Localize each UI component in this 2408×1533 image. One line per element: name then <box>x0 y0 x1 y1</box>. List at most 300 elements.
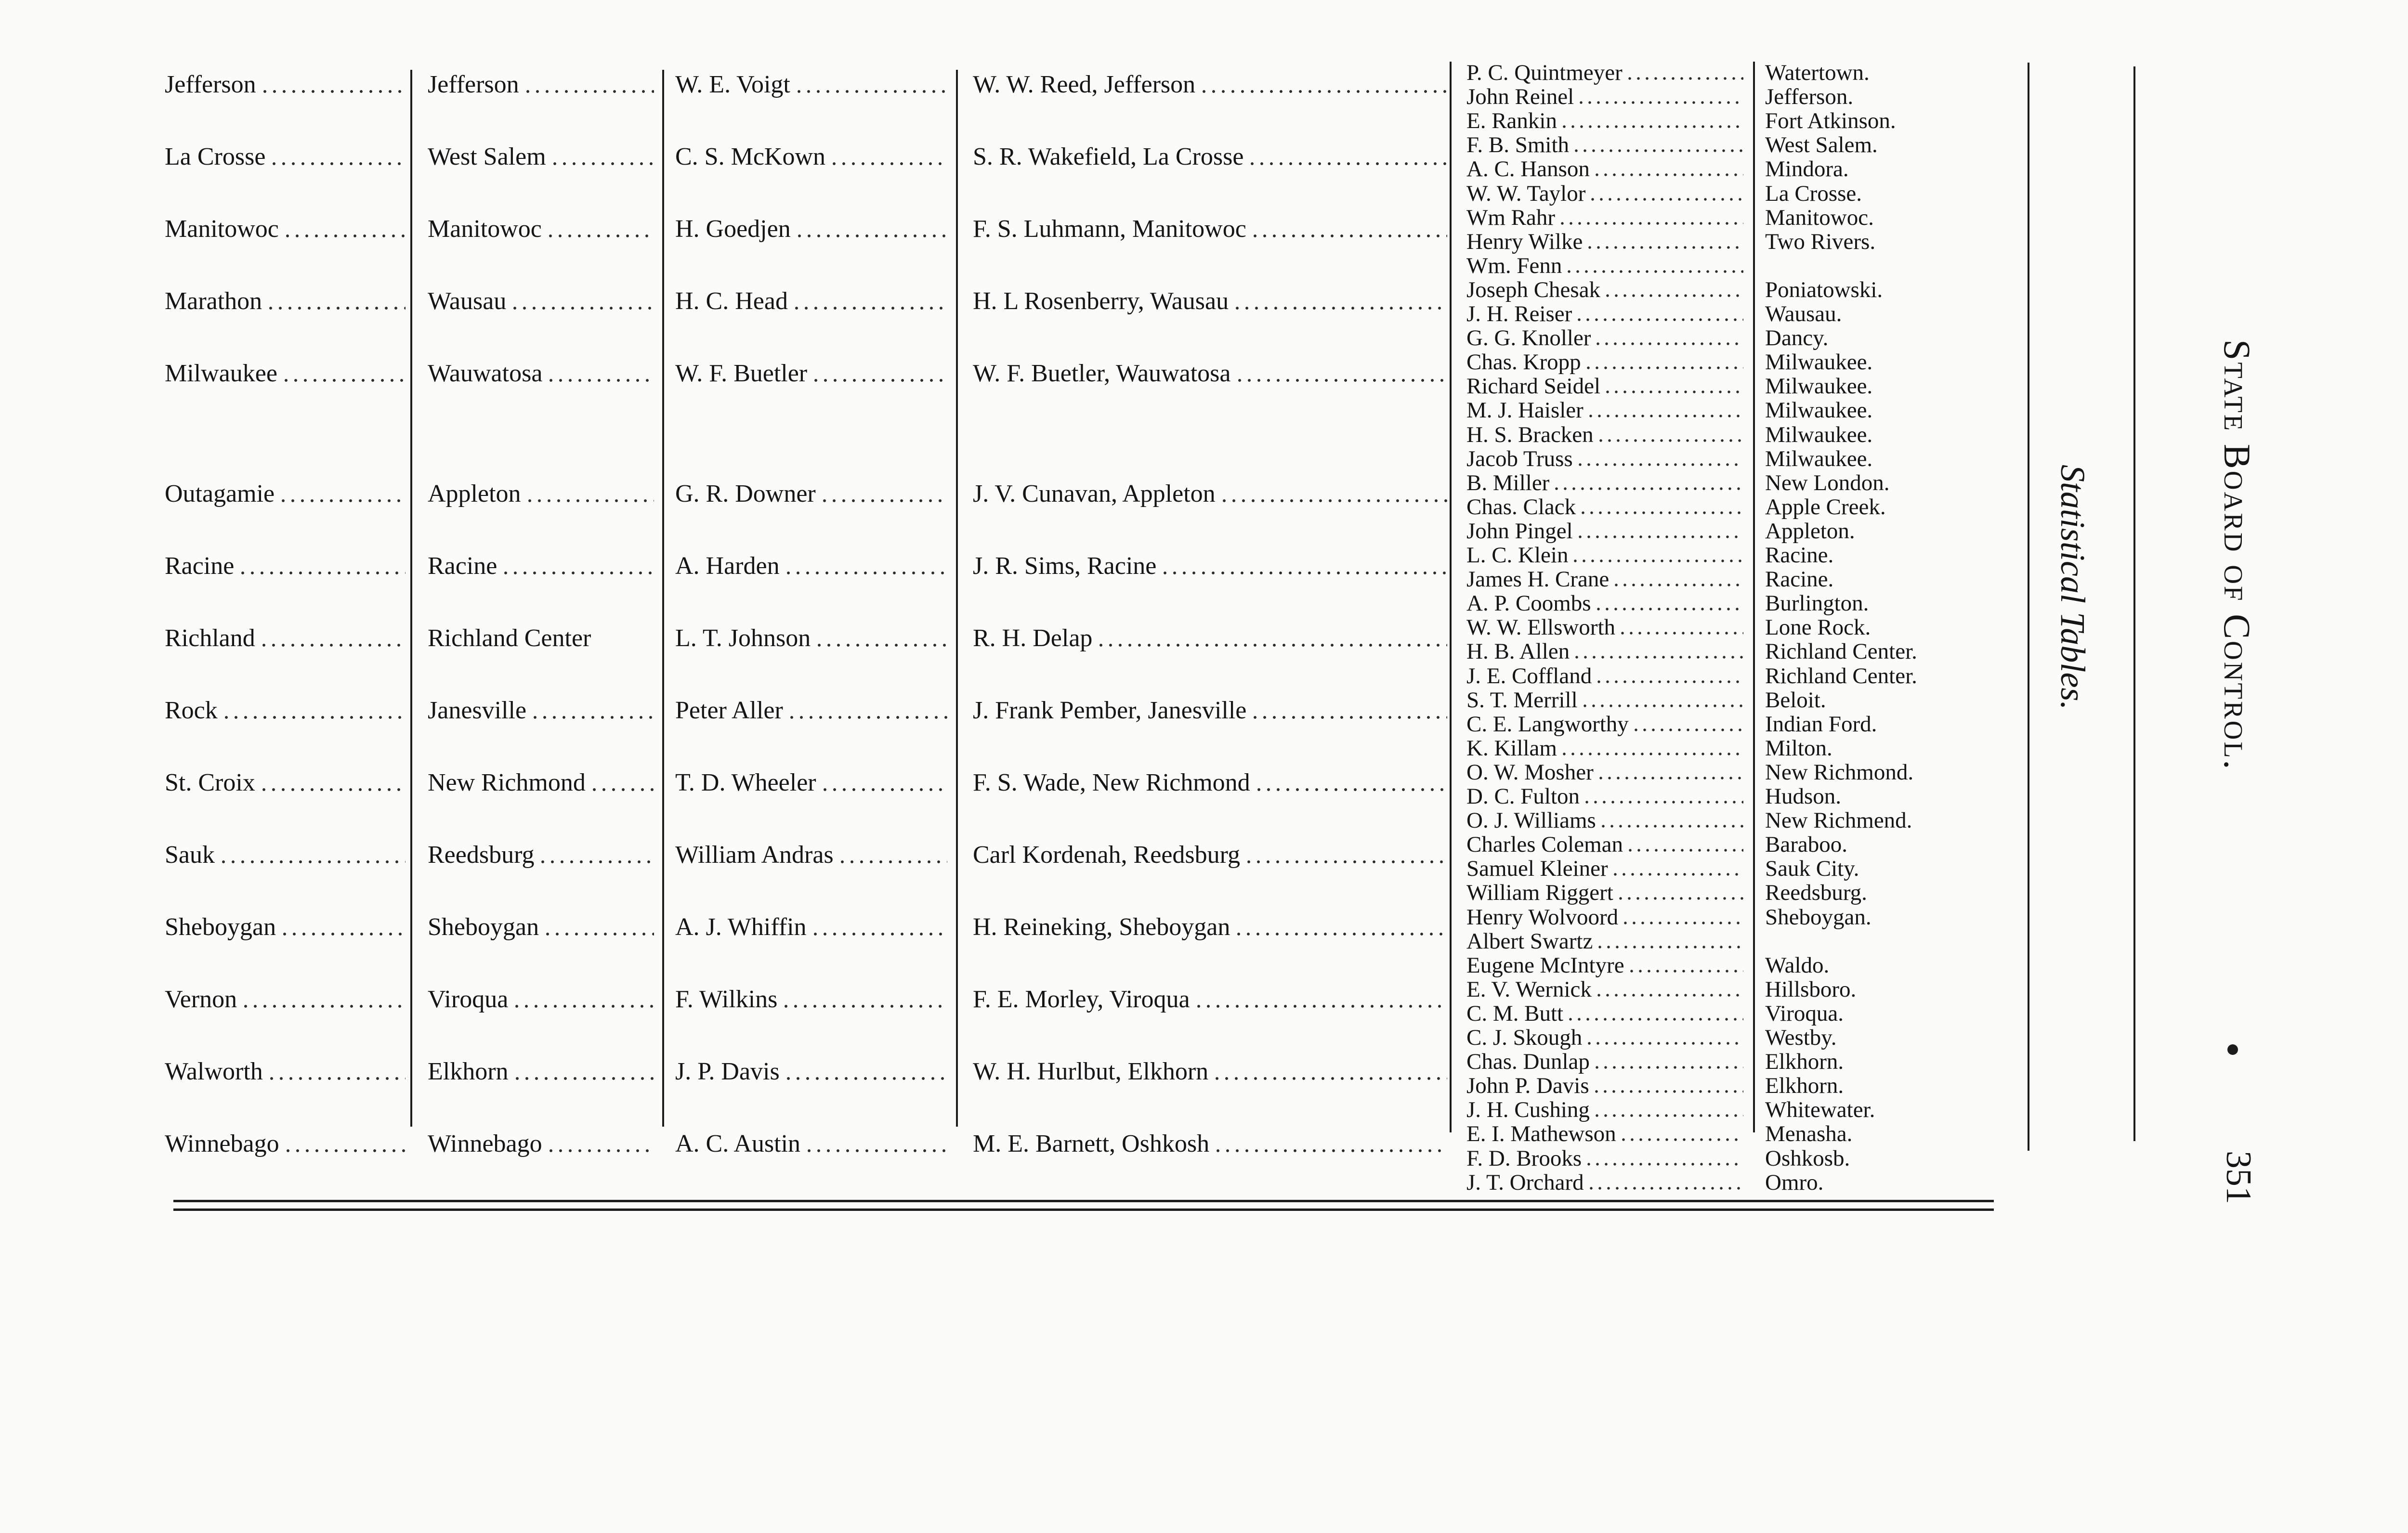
person-name-text: John Pingel <box>1466 519 1573 543</box>
place-name <box>1765 953 2015 977</box>
place-name-text: Burlington. <box>1765 591 1869 616</box>
dot-leader <box>219 841 406 870</box>
cell-col3-text: A. C. Austin <box>675 1130 801 1157</box>
person-name-text: L. C. Klein <box>1466 543 1569 567</box>
cell-col4-text: Carl Kordenah, Reedsburg <box>973 841 1241 869</box>
person-name <box>1466 85 1743 109</box>
person-name <box>1466 133 1743 157</box>
person-name-text: John Reinel <box>1466 85 1574 109</box>
column-rule <box>956 70 958 1127</box>
dot-leader <box>280 913 406 942</box>
dot-leader <box>1595 664 1743 688</box>
person-name-text: Henry Wilke <box>1466 229 1583 254</box>
cell-city <box>428 1130 654 1158</box>
place-name <box>1765 688 2015 712</box>
dot-leader <box>1566 1001 1743 1026</box>
place-name <box>1765 350 2015 374</box>
place-name <box>1765 881 2015 905</box>
place-name <box>1765 1026 2015 1050</box>
place-name <box>1765 1098 2015 1122</box>
place-name <box>1765 857 2015 881</box>
person-name <box>1466 278 1743 302</box>
person-name-text: E. Rankin <box>1466 109 1557 133</box>
place-name <box>1765 85 2015 109</box>
cell-county <box>165 985 406 1014</box>
place-name <box>1765 543 2015 567</box>
place-name <box>1765 182 2015 206</box>
dot-leader <box>1593 1098 1743 1122</box>
place-name-text: Milwaukee. <box>1765 446 1873 471</box>
person-name-text: Chas. Kropp <box>1466 350 1581 375</box>
dot-leader <box>543 913 654 942</box>
place-name-text: Apple Creek. <box>1765 494 1886 519</box>
dot-leader <box>838 841 947 870</box>
dot-leader <box>811 359 947 388</box>
person-name <box>1466 1001 1743 1026</box>
dot-leader <box>238 552 406 581</box>
person-name <box>1466 929 1743 953</box>
place-name-text: Beloit. <box>1765 688 1826 712</box>
place-name <box>1765 374 2015 398</box>
person-name <box>1466 664 1743 688</box>
place-name <box>1765 784 2015 808</box>
dot-leader <box>1584 350 1743 374</box>
cell-county-text: Richland <box>165 624 255 652</box>
place-name-text: Oshkosb. <box>1765 1146 1850 1170</box>
dot-leader <box>525 480 654 508</box>
place-name <box>1765 1170 2015 1195</box>
running-title <box>2215 339 2259 771</box>
person-name-text: M. J. Haisler <box>1466 398 1584 423</box>
person-name <box>1466 61 1743 85</box>
dot-leader <box>1584 1146 1743 1170</box>
person-name-text: Wm Rahr <box>1466 205 1556 230</box>
place-name <box>1765 157 2015 181</box>
cell-col3 <box>675 552 947 581</box>
place-name-text: Sauk City. <box>1765 857 1859 881</box>
place-name <box>1765 736 2015 760</box>
cell-col3 <box>675 287 947 316</box>
cell-county-text: Sauk <box>165 841 215 869</box>
person-name <box>1466 615 1743 639</box>
cell-col4-text: H. Reineking, Sheboygan <box>973 913 1230 941</box>
cell-county-text: Milwaukee <box>165 360 277 387</box>
cell-col4 <box>973 841 1447 870</box>
person-name <box>1466 881 1743 905</box>
cell-county <box>165 215 406 244</box>
cell-county <box>165 287 406 316</box>
place-name <box>1765 398 2015 422</box>
person-name-text: K. Killam <box>1466 736 1557 760</box>
dot-leader <box>811 913 947 942</box>
dot-leader <box>283 1130 406 1158</box>
place-name-text: New London. <box>1765 470 1890 495</box>
person-name <box>1466 109 1743 133</box>
dot-leader <box>1572 133 1743 157</box>
cell-city-text: Manitowoc <box>428 215 542 243</box>
place-name-text: Baraboo. <box>1765 832 1847 857</box>
dot-leader <box>820 768 947 797</box>
dot-leader <box>1585 230 1743 254</box>
cell-col3-text: L. T. Johnson <box>675 624 811 652</box>
place-name <box>1765 615 2015 639</box>
place-name-text: Viroqua. <box>1765 1001 1844 1026</box>
dot-leader <box>1558 206 1743 230</box>
place-name <box>1765 929 2015 953</box>
person-name <box>1466 639 1743 663</box>
person-name <box>1466 760 1743 784</box>
cell-col3 <box>675 696 947 725</box>
person-name-text: A. P. Coombs <box>1466 591 1591 616</box>
dot-leader <box>1199 70 1447 99</box>
cell-col3-text: Peter Aller <box>675 697 783 724</box>
dot-leader <box>1597 423 1743 447</box>
person-name <box>1466 447 1743 471</box>
cell-col3-text: W. F. Buetler <box>675 360 808 387</box>
person-name-text: J. H. Reiser <box>1466 302 1572 326</box>
page-title: State Board of Control. <box>2216 339 2258 771</box>
dot-leader <box>784 552 947 581</box>
cell-city <box>428 696 654 725</box>
person-name <box>1466 567 1743 591</box>
place-name-text: Elkhorn. <box>1765 1050 1844 1074</box>
place-name-text: Richland Center. <box>1765 639 1917 664</box>
cell-city <box>428 215 654 244</box>
place-name-text: Watertown. <box>1765 61 1870 85</box>
person-name <box>1466 543 1743 567</box>
cell-city <box>428 1057 654 1086</box>
place-name <box>1765 495 2015 519</box>
running-subtitle <box>2053 465 2093 710</box>
dot-leader <box>1560 109 1743 133</box>
place-name <box>1765 977 2015 1001</box>
cell-city <box>428 143 654 171</box>
cell-col4-text: J. R. Sims, Racine <box>973 552 1157 580</box>
dot-leader <box>794 70 947 99</box>
place-name-text: Waldo. <box>1765 953 1830 977</box>
place-name-text: Westby. <box>1765 1026 1837 1050</box>
cell-col3-text: F. Wilkins <box>675 986 778 1013</box>
cell-city-text: Viroqua <box>428 986 509 1013</box>
cell-col3-text: W. E. Voigt <box>675 71 790 98</box>
dot-leader <box>1254 768 1447 797</box>
place-name <box>1765 1074 2015 1098</box>
dot-leader <box>260 70 406 99</box>
place-name <box>1765 133 2015 157</box>
dot-leader <box>1565 254 1743 278</box>
dot-leader <box>1625 61 1743 85</box>
dot-leader <box>814 624 947 653</box>
dot-leader <box>1250 696 1447 725</box>
place-name-text: Menasha. <box>1765 1122 1853 1146</box>
person-name <box>1466 423 1743 447</box>
cell-city-text: Racine <box>428 552 497 580</box>
person-name-text: Albert Swartz <box>1466 929 1593 953</box>
place-name-text: Lone Rock. <box>1765 615 1871 640</box>
dot-leader <box>269 143 406 171</box>
place-name <box>1765 230 2015 254</box>
dot-leader <box>1626 832 1743 857</box>
cell-county <box>165 841 406 870</box>
place-name-text: Dancy. <box>1765 326 1829 351</box>
place-name <box>1765 278 2015 302</box>
place-name-text: Whitewater. <box>1765 1098 1875 1122</box>
place-name <box>1765 326 2015 350</box>
dot-leader <box>512 985 654 1014</box>
person-name <box>1466 1122 1743 1146</box>
page-number: 351 <box>2219 1151 2258 1204</box>
cell-col4 <box>973 480 1447 508</box>
person-name-text: Henry Wolvoord <box>1466 905 1619 929</box>
dot-leader <box>1096 624 1447 653</box>
cell-county <box>165 143 406 171</box>
cell-col4-text: F. E. Morley, Viroqua <box>973 986 1190 1013</box>
cell-county-text: La Crosse <box>165 143 266 170</box>
person-name <box>1466 302 1743 326</box>
cell-col4-text: J. Frank Pember, Janesville <box>973 697 1247 724</box>
cell-city <box>428 768 654 797</box>
person-name <box>1466 832 1743 857</box>
cell-col3-text: A. Harden <box>675 552 780 580</box>
place-name-text: Milton. <box>1765 736 1832 760</box>
cell-city <box>428 624 654 653</box>
person-name-text: G. G. Knoller <box>1466 326 1591 351</box>
person-name-text: E. I. Mathewson <box>1466 1122 1616 1146</box>
cell-city-text: Appleton <box>428 480 521 507</box>
cell-col4-text: J. V. Cunavan, Appleton <box>973 480 1216 507</box>
dot-leader <box>1575 302 1743 326</box>
dot-leader <box>1599 808 1743 832</box>
person-name-text: Richard Seidel <box>1466 374 1601 399</box>
dot-leader <box>1603 278 1743 302</box>
person-name <box>1466 1026 1743 1050</box>
cell-col3-text: William Andras <box>675 841 834 869</box>
dot-leader <box>1611 857 1743 881</box>
dot-leader <box>1592 1074 1743 1098</box>
cell-county <box>165 768 406 797</box>
cell-col3 <box>675 1057 947 1086</box>
person-name-text: E. V. Wernick <box>1466 977 1592 1001</box>
column-rule <box>1753 62 1755 1132</box>
place-name <box>1765 423 2015 447</box>
dot-leader <box>1576 519 1743 543</box>
person-name-text: O. W. Mosher <box>1466 760 1594 784</box>
cell-city <box>428 287 654 316</box>
cell-city <box>428 480 654 508</box>
place-name <box>1765 808 2015 832</box>
person-name <box>1466 712 1743 736</box>
place-name <box>1765 302 2015 326</box>
cell-col3 <box>675 359 947 388</box>
cell-county <box>165 552 406 581</box>
dot-leader <box>1583 784 1743 808</box>
dot-leader <box>1594 326 1743 350</box>
cell-county-text: Rock <box>165 697 218 724</box>
dot-leader <box>1234 913 1447 942</box>
place-name-text: Richland Center. <box>1765 663 1917 688</box>
place-name <box>1765 447 2015 471</box>
cell-col3 <box>675 768 947 797</box>
dot-leader <box>1581 688 1743 712</box>
cell-col3-text: G. R. Downer <box>675 480 816 507</box>
place-name-text: Manitowoc. <box>1765 205 1874 230</box>
place-name <box>1765 109 2015 133</box>
cell-col3 <box>675 215 947 244</box>
person-name-text: Chas. Dunlap <box>1466 1050 1590 1074</box>
column-rule <box>1450 62 1452 1132</box>
person-name <box>1466 808 1743 832</box>
place-name-text: Racine. <box>1765 567 1834 592</box>
page-number-box <box>2218 1151 2259 1204</box>
cell-col4-text: R. H. Delap <box>973 624 1093 652</box>
person-name-text: William Riggert <box>1466 881 1613 905</box>
person-name <box>1466 1098 1743 1122</box>
person-name-text: W. W. Taylor <box>1466 181 1586 206</box>
cell-col4-text: W. F. Buetler, Wauwatosa <box>973 360 1231 387</box>
dot-leader <box>259 768 406 797</box>
dot-leader <box>1593 1050 1743 1074</box>
person-name-text: C. E. Langworthy <box>1466 712 1629 736</box>
cell-col4 <box>973 624 1447 653</box>
dot-leader <box>1194 985 1447 1014</box>
dot-leader <box>1585 1026 1743 1050</box>
place-name-text: Jefferson. <box>1765 85 1854 109</box>
dot-leader <box>523 70 654 99</box>
place-name <box>1765 471 2015 495</box>
person-name-text: C. J. Skough <box>1466 1026 1583 1050</box>
cell-col4 <box>973 768 1447 797</box>
place-name-text: Elkhorn. <box>1765 1074 1844 1098</box>
dot-leader <box>1244 841 1447 870</box>
cell-city-text: Jefferson <box>428 71 519 98</box>
place-name <box>1765 567 2015 591</box>
person-name <box>1466 1146 1743 1170</box>
person-name <box>1466 977 1743 1001</box>
dot-leader <box>1593 157 1743 181</box>
dot-leader <box>804 1130 947 1158</box>
dot-leader <box>1576 447 1743 471</box>
cell-city <box>428 552 654 581</box>
place-name <box>1765 519 2015 543</box>
place-name-text: Hudson. <box>1765 784 1841 808</box>
cell-col4 <box>973 913 1447 942</box>
dot-leader <box>1219 480 1447 508</box>
place-name-text: Mindora. <box>1765 157 1849 182</box>
column-rule <box>2133 66 2135 1141</box>
person-name <box>1466 1170 1743 1195</box>
person-name <box>1466 495 1743 519</box>
person-name <box>1466 1050 1743 1074</box>
person-name-text: B. Miller <box>1466 470 1550 495</box>
person-name <box>1466 905 1743 929</box>
cell-col4-text: S. R. Wakefield, La Crosse <box>973 143 1244 170</box>
place-name-text: Wausau. <box>1765 302 1842 326</box>
cell-col4-text: F. S. Wade, New Richmond <box>973 769 1250 796</box>
cell-county <box>165 359 406 388</box>
place-name <box>1765 1146 2015 1170</box>
place-name-text: La Crosse. <box>1765 181 1862 206</box>
dot-leader <box>1212 1057 1447 1086</box>
person-name-text: F. D. Brooks <box>1466 1146 1582 1170</box>
dot-leader <box>1160 552 1447 581</box>
bottom-rule <box>173 1200 1994 1202</box>
place-name-text: New Richmend. <box>1765 808 1912 833</box>
dot-leader <box>1594 591 1743 615</box>
cell-county-text: Winnebago <box>165 1130 279 1157</box>
dot-leader <box>1235 359 1448 388</box>
cell-col3 <box>675 985 947 1014</box>
dot-leader <box>1627 953 1743 977</box>
cell-county <box>165 1130 406 1158</box>
cell-col4 <box>973 1057 1447 1086</box>
cell-city <box>428 70 654 99</box>
place-name-text: West Salem. <box>1765 133 1878 157</box>
dot-leader <box>1603 374 1743 398</box>
dot-leader <box>259 624 406 653</box>
dot-leader <box>820 480 947 508</box>
person-name <box>1466 591 1743 615</box>
dot-leader <box>546 359 654 388</box>
place-name-text: Reedsburg. <box>1765 881 1867 905</box>
dot-leader <box>538 841 654 870</box>
dot-leader <box>1597 760 1743 784</box>
dot-leader <box>829 143 947 171</box>
person-name <box>1466 157 1743 181</box>
place-name <box>1765 664 2015 688</box>
place-name <box>1765 1001 2015 1026</box>
cell-col3-text: H. Goedjen <box>675 215 791 243</box>
cell-col3-text: C. S. McKown <box>675 143 826 170</box>
dot-leader <box>1619 1122 1743 1146</box>
dot-leader <box>795 215 947 244</box>
cell-col3 <box>675 480 947 508</box>
person-name-text: H. B. Allen <box>1466 639 1570 664</box>
cell-col3 <box>675 143 947 171</box>
place-name-text: Appleton. <box>1765 519 1855 543</box>
cell-county-text: Walworth <box>165 1058 263 1085</box>
person-name <box>1466 1074 1743 1098</box>
cell-col3-text: H. C. Head <box>675 287 788 315</box>
cell-city-text: Janesville <box>428 697 527 724</box>
person-name <box>1466 254 1743 278</box>
person-name-text: C. M. Butt <box>1466 1001 1564 1026</box>
cell-county-text: Sheboygan <box>165 913 276 941</box>
place-name-text: Two Rivers. <box>1765 229 1876 254</box>
cell-col4-text: M. E. Barnett, Oshkosh <box>973 1130 1210 1157</box>
dot-leader <box>1577 85 1743 109</box>
cell-city-text: Wauwatosa <box>428 360 543 387</box>
dot-leader <box>784 1057 947 1086</box>
dot-leader <box>1588 182 1743 206</box>
person-name-text: Jacob Truss <box>1466 446 1573 471</box>
place-name <box>1765 905 2015 929</box>
dot-leader <box>781 985 947 1014</box>
place-name-text: Milwaukee. <box>1765 374 1873 399</box>
place-name-text: Fort Atkinson. <box>1765 109 1896 133</box>
bullet-mark <box>2227 1044 2238 1055</box>
cell-city <box>428 841 654 870</box>
cell-county <box>165 480 406 508</box>
cell-col4 <box>973 143 1447 171</box>
dot-leader <box>792 287 947 316</box>
cell-county <box>165 696 406 725</box>
person-name-text: Eugene McIntyre <box>1466 953 1624 977</box>
person-name-text: J. T. Orchard <box>1466 1170 1584 1195</box>
cell-col3 <box>675 1130 947 1158</box>
dot-leader <box>530 696 654 725</box>
cell-city <box>428 985 654 1014</box>
cell-col4 <box>973 287 1447 316</box>
